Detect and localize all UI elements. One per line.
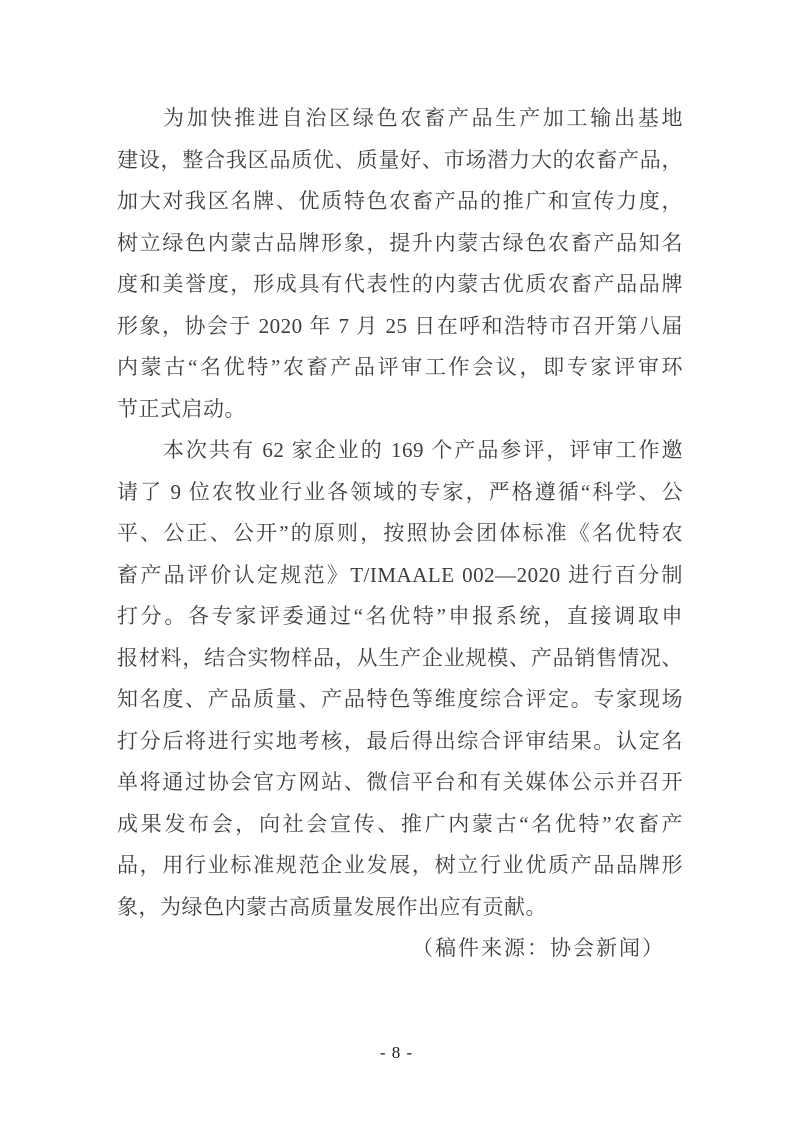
page-number: - 8 -	[379, 1043, 414, 1062]
text-line: 本次共有 62 家企业的 169 个产品参评，评审工作邀	[163, 438, 683, 462]
text-line: 打分。各专家评委通过“名优特”申报系统，直接调取申	[117, 604, 683, 628]
document-body	[117, 98, 683, 970]
text-line: 报材料，结合实物样品，从生产企业规模、产品销售情况、	[117, 645, 683, 670]
paragraph-2	[117, 430, 683, 928]
text-line: 单将通过协会官方网站、微信平台和有关媒体公示并召开	[117, 770, 683, 794]
text-line: 内蒙古“名优特”农畜产品评审工作会议，即专家评审环	[117, 355, 683, 379]
text-line: 为加快推进自治区绿色农畜产品生产加工输出基地	[163, 106, 683, 130]
text-line: 象，为绿色内蒙古高质量发展作出应有贡献。	[117, 894, 547, 919]
text-line: 请了 9 位农牧业行业各领域的专家，严格遵循“科学、公	[117, 479, 683, 504]
paragraph-1	[117, 98, 683, 430]
text-line: 品，用行业标准规范企业发展，树立行业优质产品品牌形	[117, 853, 683, 877]
text-line: 打分后将进行实地考核，最后得出综合评审结果。认定名	[117, 728, 683, 753]
text-line: 度和美誉度，形成具有代表性的内蒙古优质农畜产品品牌	[117, 272, 683, 296]
text-line: 建设，整合我区品质优、质量好、市场潜力大的农畜产品，	[117, 147, 683, 172]
text-line: 形象，协会于 2020 年 7 月 25 日在呼和浩特市召开第八届	[117, 313, 683, 338]
text-line: 成果发布会，向社会宣传、推广内蒙古“名优特”农畜产	[117, 811, 683, 836]
text-line: 加大对我区名牌、优质特色农畜产品的推广和宣传力度，	[117, 189, 683, 213]
text-line: 树立绿色内蒙古品牌形象，提升内蒙古绿色农畜产品知名	[117, 230, 683, 255]
text-line: 平、公正、公开”的原则，按照协会团体标准《名优特农	[117, 521, 683, 545]
text-line: 节正式启动。	[117, 396, 246, 421]
source-attribution: （稿件来源：协会新闻）	[412, 936, 665, 960]
text-line: 畜产品评价认定规范》T/IMAALE 002—2020 进行百分制	[117, 562, 683, 587]
page-footer	[0, 1042, 793, 1064]
text-line: 知名度、产品质量、产品特色等维度综合评定。专家现场	[117, 687, 683, 711]
